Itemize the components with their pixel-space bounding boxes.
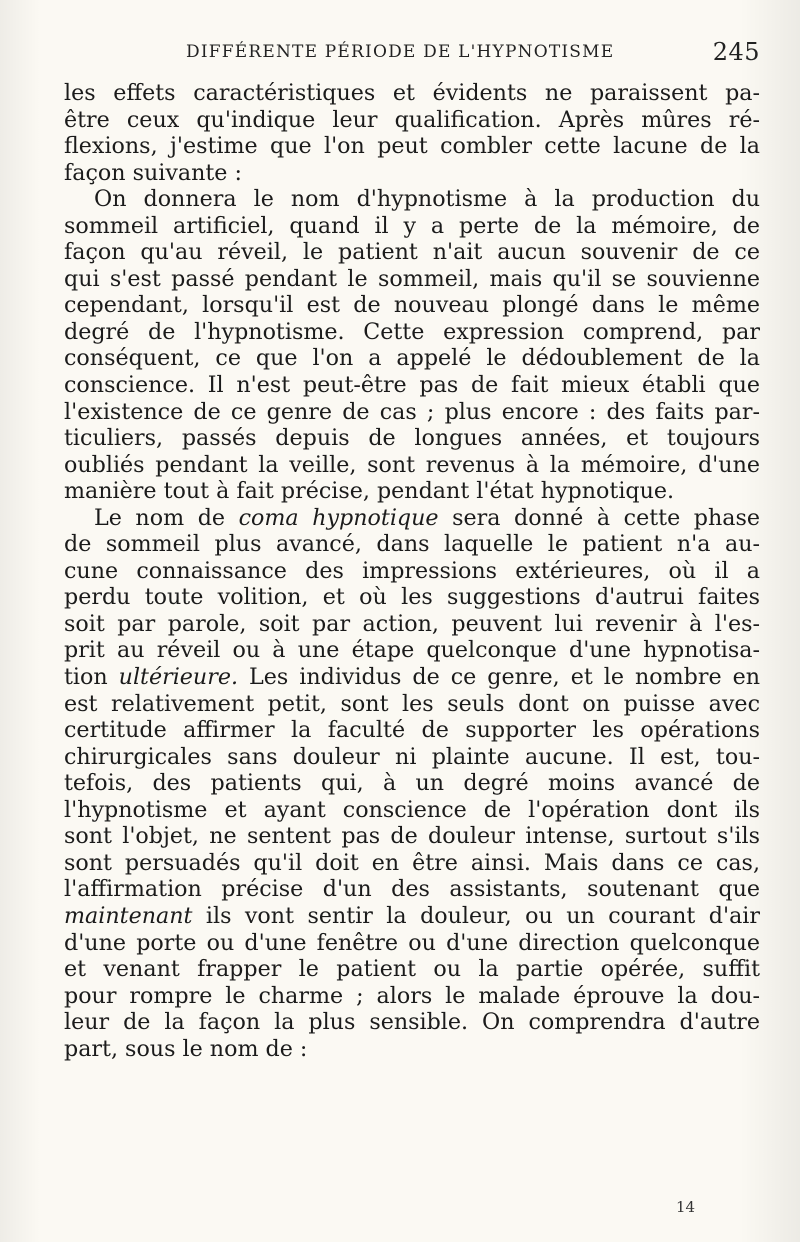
text-line: est relativement petit, sont les seuls dont on puisse avec xyxy=(64,690,760,717)
text-line: degré de l'hypnotisme. Cette expression comprend, par xyxy=(64,318,760,345)
text-line: de sommeil plus avancé, dans laquelle le patient n'a au- xyxy=(64,531,760,558)
text-line: certitude affirmer la faculté de supporter les opérations xyxy=(64,717,760,744)
text-line: conséquent, ce que l'on a appelé le dédoublement de la xyxy=(64,345,760,372)
running-title: DIFFÉRENTE PÉRIODE DE L'HYPNOTISME xyxy=(186,42,615,62)
body-text xyxy=(64,80,760,1062)
text-line: sont l'objet, ne sentent pas de douleur intense, surtout s'ils xyxy=(64,823,760,850)
text-line: sommeil artificiel, quand il y a perte de la mémoire, de xyxy=(64,212,760,239)
text-line: On donnera le nom d'hypnotisme à la production du xyxy=(94,186,760,213)
text-line-with-italic xyxy=(64,903,760,930)
text-line: conscience. Il n'est peut-être pas de fait mieux établi que xyxy=(64,372,760,399)
text-segment: Le nom de xyxy=(94,504,239,531)
text-line: façon qu'au réveil, le patient n'ait aucun souvenir de ce xyxy=(64,239,760,266)
page-number: 245 xyxy=(712,38,760,66)
text-line: ticuliers, passés depuis de longues années, et toujours xyxy=(64,425,760,452)
text-line: manière tout à fait précise, pendant l'état hypnotique. xyxy=(64,478,675,505)
text-line-with-italic xyxy=(64,505,760,532)
text-line: cependant, lorsqu'il est de nouveau plongé dans le même xyxy=(64,292,760,319)
text-line: l'affirmation précise d'un des assistants, soutenant que xyxy=(64,876,760,903)
text-line: flexions, j'estime que l'on peut combler cette lacune de la xyxy=(64,133,760,160)
text-line: l'existence de ce genre de cas ; plus encore : des faits par- xyxy=(64,398,760,425)
text-line: tefois, des patients qui, à un degré moins avancé de xyxy=(64,770,760,797)
text-line: prit au réveil ou à une étape quelconque d'une hypnotisa- xyxy=(64,637,760,664)
text-line: l'hypnotisme et ayant conscience de l'opération dont ils xyxy=(64,796,760,823)
text-segment: Les individus de ce genre, et le nombre en xyxy=(238,664,760,691)
text-line: façon suivante : xyxy=(64,159,242,186)
text-line: part, sous le nom de : xyxy=(64,1035,308,1062)
text-line-with-italic xyxy=(64,664,760,691)
text-segment: tion xyxy=(64,664,119,691)
text-line: d'une porte ou d'une fenêtre ou d'une direction quelconque xyxy=(64,929,760,956)
italic-term: ultérieure. xyxy=(118,664,239,691)
text-segment: ils vont sentir la douleur, ou un courant d'air xyxy=(192,902,760,929)
text-line: perdu toute volition, et où les suggestions d'autrui faites xyxy=(64,584,760,611)
italic-term: coma hypnotique xyxy=(238,504,439,531)
text-line: les effets caractéristiques et évidents ne paraissent pa- xyxy=(64,80,760,106)
text-line: oubliés pendant la veille, sont revenus à la mémoire, d'une xyxy=(64,451,760,478)
text-segment: sera donné à cette phase xyxy=(438,504,761,531)
text-line: et venant frapper le patient ou la partie opérée, suffit xyxy=(64,956,760,983)
text-line: sont persuadés qu'il doit en être ainsi. Mais dans ce cas, xyxy=(64,849,760,876)
text-line: chirurgicales sans douleur ni plainte aucune. Il est, tou- xyxy=(64,743,760,770)
text-line: cune connaissance des impressions extérieures, où il a xyxy=(64,557,760,584)
text-line: soit par parole, soit par action, peuvent lui revenir à l'es- xyxy=(64,610,760,637)
italic-term: maintenant xyxy=(64,902,193,929)
text-line: leur de la façon la plus sensible. On comprendra d'autre xyxy=(64,1009,760,1036)
signature-mark: 14 xyxy=(676,1198,696,1216)
text-line: qui s'est passé pendant le sommeil, mais qu'il se souvienne xyxy=(64,265,760,292)
text-line: pour rompre le charme ; alors le malade éprouve la dou- xyxy=(64,982,760,1009)
text-line: être ceux qu'indique leur qualification. Après mûres ré- xyxy=(64,106,760,133)
running-header xyxy=(186,38,760,66)
